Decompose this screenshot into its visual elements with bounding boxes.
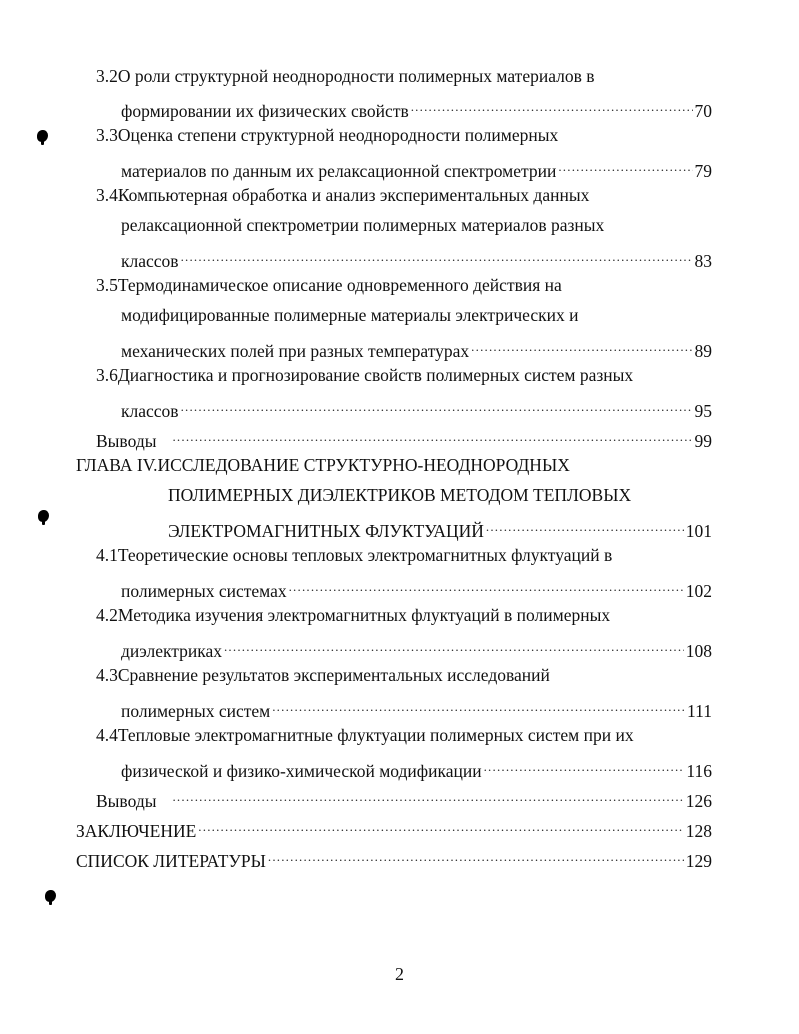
section-title: классов [121, 251, 179, 271]
toc-entry-3-6-line2 [121, 393, 712, 421]
page-ref: 128 [685, 821, 712, 841]
toc-entry-references [76, 843, 712, 871]
page-ref: 116 [686, 761, 712, 781]
toc-entry-4-4-line2 [121, 753, 712, 781]
toc-entry-4-3-line1 [96, 663, 550, 687]
toc-entry-conclusions-ch3 [96, 423, 712, 451]
section-title: механических полей при разных температурах [121, 341, 470, 361]
toc-entry-conclusions-ch4 [96, 783, 712, 811]
page-ref: 89 [694, 341, 712, 361]
section-number: 4.3 [96, 665, 118, 685]
dot-leader [411, 93, 693, 117]
toc-entry-4-1-line2 [121, 573, 712, 601]
dot-leader [181, 393, 693, 417]
section-title: Тепловые электромагнитные флуктуации полимерных систем при их [117, 725, 634, 745]
page-ref: 108 [685, 641, 712, 661]
section-title: Выводы [96, 791, 157, 811]
dot-leader [172, 783, 683, 807]
section-title: Методика изучения электромагнитных флуктуаций в полимерных [117, 605, 611, 625]
dot-leader [289, 573, 684, 597]
page-ref: 111 [687, 701, 712, 721]
toc-entry-4-2-line1 [96, 603, 610, 627]
page-ref: 83 [694, 251, 712, 271]
section-title: классов [121, 401, 179, 421]
toc-chapter-4-line2 [168, 483, 631, 507]
toc-entry-4-1-line1 [96, 543, 612, 567]
section-number: 4.4 [96, 725, 118, 745]
dot-leader [558, 153, 692, 177]
section-number: 3.5 [96, 275, 118, 295]
toc-entry-3-5-line3 [121, 333, 712, 361]
section-title: формировании их физических свойств [121, 101, 409, 121]
toc-entry-3-2-line1 [96, 64, 595, 88]
toc-entry-4-2-line2 [121, 633, 712, 661]
toc-entry-4-3-line2 [121, 693, 712, 721]
toc-entry-3-2-line2 [121, 93, 712, 121]
section-number: 3.6 [96, 365, 118, 385]
punch-hole-mark [37, 130, 48, 142]
page-number: 2 [395, 964, 404, 984]
toc-entry-4-4-line1 [96, 723, 634, 747]
chapter-title: ЭЛЕКТРОМАГНИТНЫХ ФЛУКТУАЦИЙ [168, 521, 484, 541]
section-title: Компьютерная обработка и анализ экспериментальных данных [117, 185, 590, 205]
section-title: О роли структурной неоднородности полимерных материалов в [117, 66, 595, 86]
section-title: Сравнение результатов экспериментальных исследований [117, 665, 550, 685]
section-title: Выводы [96, 431, 157, 451]
section-number: 3.4 [96, 185, 118, 205]
page-ref: 101 [685, 521, 712, 541]
page-ref: 102 [685, 581, 712, 601]
chapter-title: ИССЛЕДОВАНИЕ СТРУКТУРНО-НЕОДНОРОДНЫХ [157, 455, 570, 475]
section-title: диэлектриках [121, 641, 222, 661]
dot-leader [224, 633, 684, 657]
toc-entry-3-4-line1 [96, 183, 589, 207]
toc-entry-3-4-line2 [121, 213, 604, 237]
toc-chapter-4-line1 [76, 453, 570, 477]
section-title: Теоретические основы тепловых электромагнитных флуктуаций в [117, 545, 613, 565]
section-number: 3.2 [96, 66, 118, 86]
dot-leader [272, 693, 685, 717]
section-title: релаксационной спектрометрии полимерных материалов разных [121, 215, 605, 235]
dot-leader [268, 843, 684, 867]
section-title: физической и физико-химической модификации [121, 761, 482, 781]
toc-entry-3-5-line2 [121, 303, 578, 327]
dot-leader [198, 813, 683, 837]
section-title: Оценка степени структурной неоднородности полимерных [117, 125, 559, 145]
dot-leader [486, 513, 684, 537]
page-ref: 79 [694, 161, 712, 181]
dot-leader [172, 423, 692, 447]
punch-hole-mark [45, 890, 56, 902]
section-title: полимерных системах [121, 581, 287, 601]
toc-entry-3-5-line1 [96, 273, 562, 297]
page-ref: 129 [685, 851, 712, 871]
section-number: 4.1 [96, 545, 118, 565]
chapter-title: ПОЛИМЕРНЫХ ДИЭЛЕКТРИКОВ МЕТОДОМ ТЕПЛОВЫХ [168, 485, 632, 505]
page-ref: 95 [694, 401, 712, 421]
section-title: Термодинамическое описание одновременного действия на [117, 275, 562, 295]
dot-leader [484, 753, 685, 777]
dot-leader [471, 333, 692, 357]
toc-entry-3-4-line3 [121, 243, 712, 271]
dot-leader [181, 243, 693, 267]
page-ref: 126 [685, 791, 712, 811]
page-ref: 99 [694, 431, 712, 451]
section-title: полимерных систем [121, 701, 271, 721]
page-ref: 70 [694, 101, 712, 121]
section-title: модифицированные полимерные материалы электрических и [121, 305, 579, 325]
section-title: материалов по данным их релаксационной спектрометрии [121, 161, 557, 181]
toc-chapter-4-line3 [168, 513, 712, 541]
toc-entry-3-3-line1 [96, 123, 558, 147]
section-number: 4.2 [96, 605, 118, 625]
section-title: ЗАКЛЮЧЕНИЕ [76, 821, 197, 841]
section-title: СПИСОК ЛИТЕРАТУРЫ [76, 851, 266, 871]
chapter-number: ГЛАВА IV. [76, 455, 158, 475]
toc-entry-3-6-line1 [96, 363, 633, 387]
punch-hole-mark [38, 510, 49, 522]
section-number: 3.3 [96, 125, 118, 145]
section-title: Диагностика и прогнозирование свойств полимерных систем разных [117, 365, 634, 385]
toc-entry-3-3-line2 [121, 153, 712, 181]
toc-entry-conclusion [76, 813, 712, 841]
